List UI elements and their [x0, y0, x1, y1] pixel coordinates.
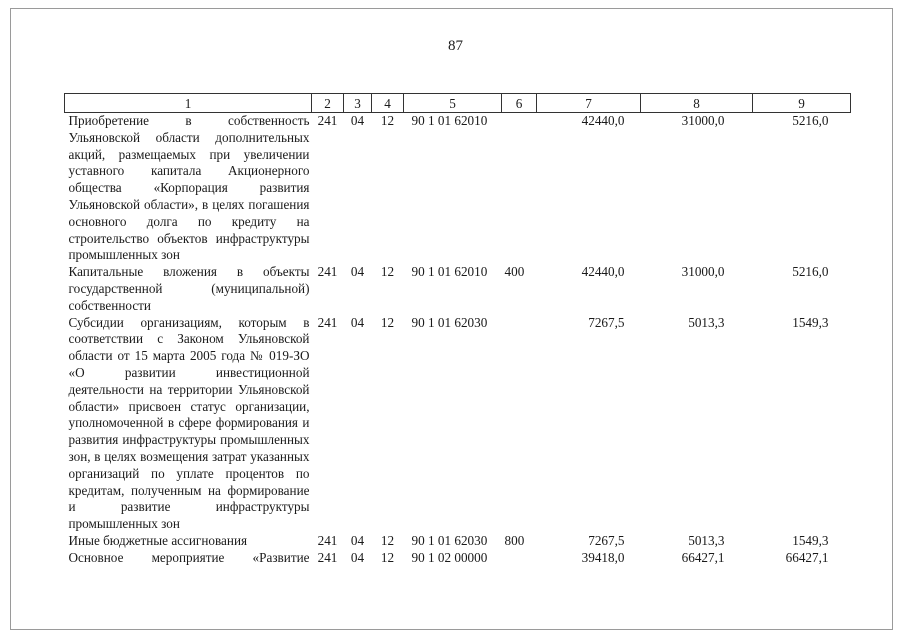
row-sum1: 7267,5 [588, 314, 625, 330]
row-sum1: 42440,0 [581, 113, 625, 128]
row-sum3: 66427,1 [785, 549, 829, 565]
header-col-8: 8 [641, 94, 753, 113]
row-pr: 12 [380, 532, 395, 548]
row-vr [502, 550, 537, 567]
row-sum2: 31000,0 [681, 113, 725, 128]
row-name: Субсидии организациям, которым в соответствии с Законом Ульяновской области от 15 марта 2005 года № 019-ЗО «О развитии инвестиционной деятельности на территории Ульяновской области» присвоен статус организации, уполномоченной в сфере формирования и развития инфраструктуры промышленных зон, в целях возмещения затрат указанных организаций по уплате процентов по кредитам, полученным на формирование и развитие инфраструктуры промышленных зон [68, 314, 310, 532]
row-sum2: 66427,1 [681, 549, 725, 565]
row-gr: 241 [317, 264, 338, 280]
row-vr [502, 113, 537, 265]
table-row [65, 550, 851, 567]
row-csr: 90 1 02 00000 [411, 549, 488, 565]
row-rz: 04 [350, 264, 365, 280]
table-row [65, 315, 851, 533]
row-csr: 90 1 01 62010 [411, 113, 488, 128]
row-sum2: 31000,0 [681, 264, 725, 280]
row-rz: 04 [350, 314, 365, 330]
header-col-9: 9 [753, 94, 851, 113]
row-rz: 04 [350, 113, 365, 128]
table-body [65, 113, 851, 567]
row-vr: 400 [504, 264, 525, 280]
row-gr: 241 [317, 314, 338, 330]
header-col-3: 3 [344, 94, 372, 113]
row-pr: 12 [380, 314, 395, 330]
row-csr: 90 1 01 62030 [411, 532, 488, 548]
row-sum1: 39418,0 [581, 549, 625, 565]
header-col-5: 5 [404, 94, 502, 113]
row-name: Приобретение в собственность Ульяновской области дополнительных акций, размещаемых при увеличении уставного капитала Акционерного общества «Корпорация развития Ульяновской области», в целях погашения основного долга по кредиту на строительство объектов инфраструктуры промышленных зон [68, 113, 310, 263]
row-pr: 12 [380, 264, 395, 280]
row-name: Иные бюджетные ассигнования [68, 532, 248, 548]
row-sum3: 1549,3 [792, 314, 829, 330]
row-pr: 12 [380, 549, 395, 565]
header-col-7: 7 [537, 94, 641, 113]
row-name: Капитальные вложения в объекты государственной (муниципальной) собственности [68, 264, 310, 313]
budget-table [64, 93, 851, 567]
row-sum3: 5216,0 [792, 264, 829, 280]
header-col-1: 1 [65, 94, 312, 113]
row-vr: 800 [504, 532, 525, 548]
header-col-4: 4 [372, 94, 404, 113]
row-sum3: 1549,3 [792, 532, 829, 548]
row-rz: 04 [350, 549, 365, 565]
row-gr: 241 [317, 532, 338, 548]
header-col-2: 2 [312, 94, 344, 113]
row-csr: 90 1 01 62010 [411, 264, 488, 280]
row-sum2: 5013,3 [688, 532, 725, 548]
row-rz: 04 [350, 532, 365, 548]
table-header [65, 94, 851, 113]
page-number: 87 [448, 38, 463, 54]
table-row [65, 533, 851, 550]
row-sum1: 7267,5 [588, 532, 625, 548]
row-sum3: 5216,0 [792, 113, 829, 128]
row-sum2: 5013,3 [688, 314, 725, 330]
row-name: Основное мероприятие «Развитие [68, 549, 310, 565]
row-pr: 12 [380, 113, 395, 128]
table-row [65, 113, 851, 265]
header-col-6: 6 [502, 94, 537, 113]
row-gr: 241 [317, 549, 338, 565]
row-csr: 90 1 01 62030 [411, 314, 488, 330]
row-sum1: 42440,0 [581, 264, 625, 280]
table-row [65, 264, 851, 314]
row-vr [502, 315, 537, 533]
row-gr: 241 [317, 113, 338, 128]
header-row [65, 94, 851, 113]
